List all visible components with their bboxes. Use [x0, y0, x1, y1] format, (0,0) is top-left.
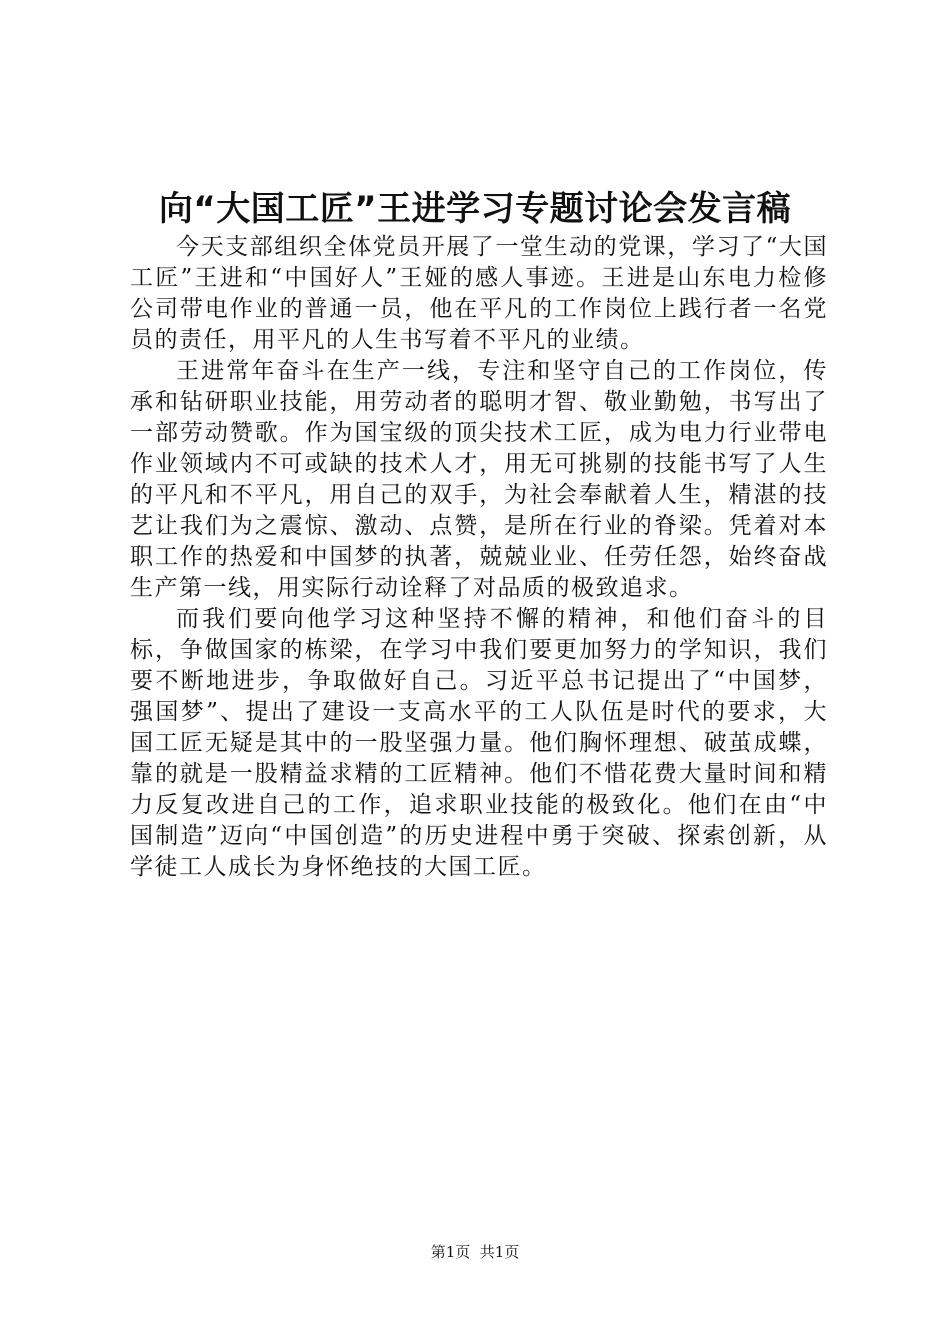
document-body — [130, 232, 828, 883]
page-number-footer: 第1页 共1页 — [430, 1243, 520, 1261]
paragraph-2: 王进常年奋斗在生产一线，专注和坚守自己的工作岗位，传承和钻研职业技能，用劳动者的聪明才智、敬业勤勉，书写出了一部劳动赞歌。作为国宝级的顶尖技术工匠，成为电力行业带电作业领域内不可或缺的技术人才，用无可挑剔的技能书写了人生的平凡和不平凡，用自己的双手，为社会奉献着人生，精湛的技艺让我们为之震惊、激动、点赞，是所在行业的脊梁。凭着对本职工作的热爱和中国梦的执著，兢兢业业、任劳任怨，始终奋战生产第一线，用实际行动诠释了对品质的极致追求。 — [130, 358, 828, 601]
document-title: 向“大国工匠”王进学习专题讨论会发言稿 — [158, 189, 792, 229]
paragraph-1: 今天支部组织全体党员开展了一堂生动的党课，学习了“大国工匠”王进和“中国好人”王娅的感人事迹。王进是山东电力检修公司带电作业的普通一员，他在平凡的工作岗位上践行者一名党员的责任，用平凡的人生书写着不平凡的业绩。 — [130, 234, 828, 353]
paragraph-3: 而我们要向他学习这种坚持不懈的精神，和他们奋斗的目标，争做国家的栋梁，在学习中我们要更加努力的学知识，我们要不断地进步，争取做好自己。习近平总书记提出了“中国梦，强国梦”、提出了建设一支高水平的工人队伍是时代的要求，大国工匠无疑是其中的一股坚强力量。他们胸怀理想、破茧成蝶，靠的就是一股精益求精的工匠精神。他们不惜花费大量时间和精力反复改进自己的工作，追求职业技能的极致化。他们在由“中国制造”迈向“中国创造”的历史进程中勇于突破、探索创新，从学徒工人成长为身怀绝技的大国工匠。 — [130, 606, 828, 880]
